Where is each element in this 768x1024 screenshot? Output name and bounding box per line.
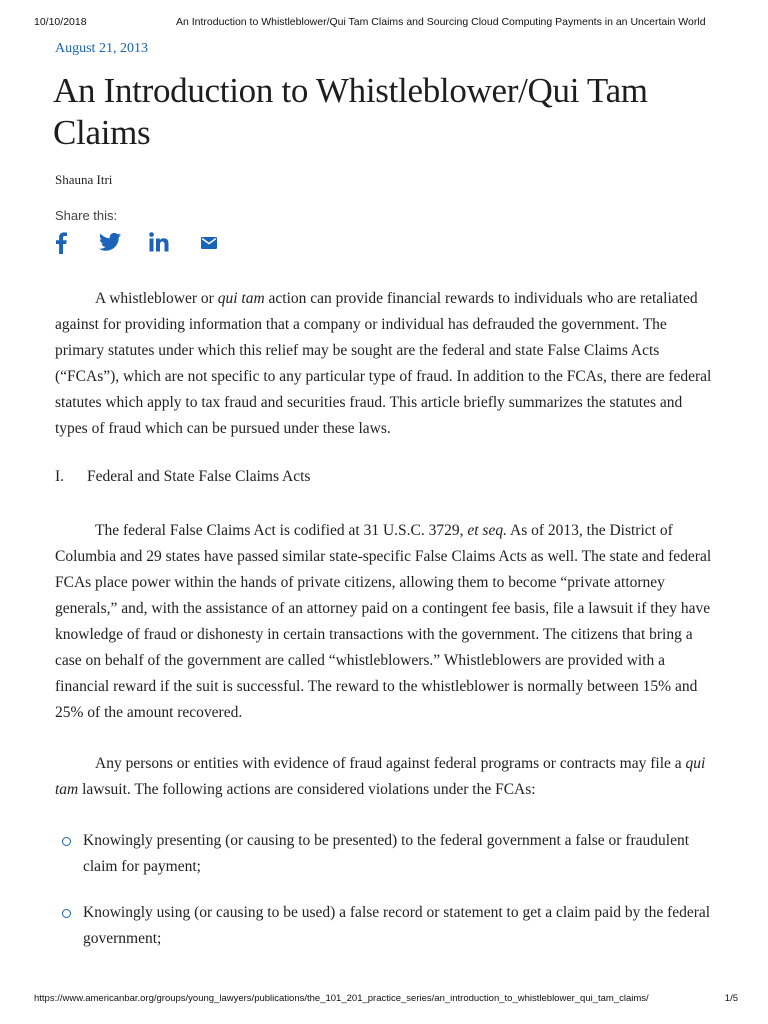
emphasis-qui-tam: qui tam [55, 755, 706, 798]
bullet-circle-icon [62, 837, 71, 846]
section-title: Federal and State False Claims Acts [87, 468, 311, 485]
author-name[interactable]: Shauna Itri [55, 172, 113, 187]
page-number: 1/5 [724, 993, 738, 1004]
print-page-title: An Introduction to Whistleblower/Qui Tam Claims and Sourcing Cloud Computing Payments in an Uncertain World [176, 16, 706, 28]
emphasis-et-seq: et seq. [467, 522, 507, 539]
fca-paragraph: The federal False Claims Act is codified at 31 U.S.C. 3729, et seq. As of 2013, the District of Columbia and 29 states have passed similar state-specific False Claims Acts as well. The state and federal FCAs place power within the hands of private citizens, allowing them to become “private attorney generals,” and, with the assistance of an attorney paid on a contingent fee basis, file a lawsuit if they have knowledge of fraud or dishonesty in certain transactions with the government. The citizens that bring a case on behalf of the government are called “whistleblowers.” Whistleblowers are provided with a financial reward if the suit is successful. The reward to the whistleblower is normally between 15% and 25% of the amount recovered. [55, 522, 712, 721]
section-heading [55, 468, 310, 486]
linkedin-icon[interactable] [149, 232, 169, 252]
intro-paragraph: A whistleblower or qui tam action can provide financial rewards to individuals who are retaliated against for providing information that a company or individual has defrauded the government. The primary statutes under which this relief may be sought are the federal and state False Claims Acts (“FCAs”), which are not specific to any particular type of fraud. In addition to the FCAs, there are federal statutes which apply to tax fraud and securities fraud. This article briefly summarizes the statutes and types of fraud which can be pursued under these laws. [55, 290, 712, 437]
emphasis-qui-tam: qui tam [217, 290, 265, 307]
section-number: I. [55, 468, 65, 485]
bullet-circle-icon [62, 909, 71, 918]
email-icon[interactable] [201, 237, 217, 249]
violations-intro-paragraph: Any persons or entities with evidence of fraud against federal programs or contracts may file a qui tam lawsuit. The following actions are considered violations under the FCAs: [55, 755, 706, 798]
share-label: Share this: [55, 208, 118, 223]
print-date: 10/10/2018 [34, 16, 87, 28]
facebook-icon[interactable] [55, 232, 67, 254]
print-url: https://www.americanbar.org/groups/young_lawyers/publications/the_101_201_practice_series/an_introduction_to_whistleblower_qui_tam_claims/ [34, 993, 649, 1004]
list-item: Knowingly presenting (or causing to be presented) to the federal government a false or fraudulent claim for payment; [55, 828, 715, 880]
article-title: An Introduction to Whistleblower/Qui Tam Claims [53, 71, 648, 152]
publication-date: August 21, 2013 [55, 41, 148, 56]
violations-list [55, 828, 715, 972]
twitter-icon[interactable] [99, 232, 121, 252]
list-item: Knowingly using (or causing to be used) a false record or statement to get a claim paid by the federal government; [55, 900, 715, 952]
